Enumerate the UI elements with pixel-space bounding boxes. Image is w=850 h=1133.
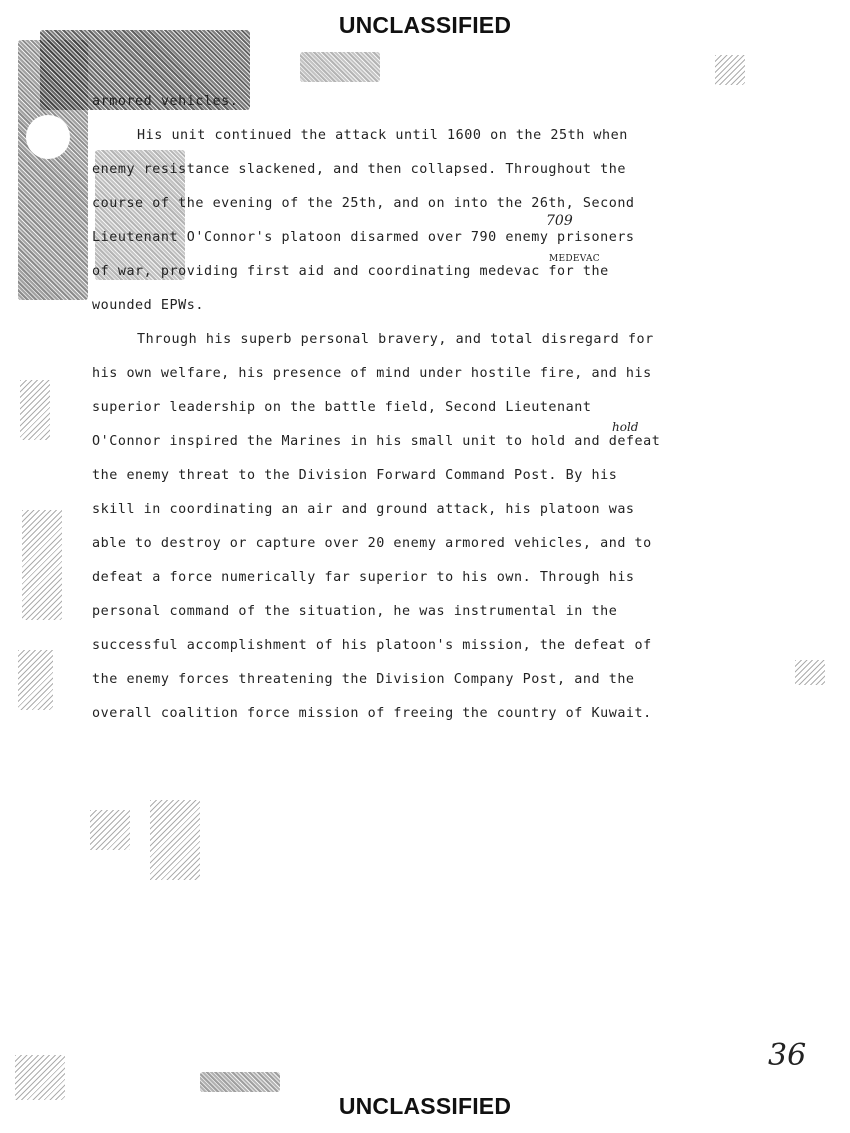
body-line: defeat a force numerically far superior to his own. Through his xyxy=(92,570,635,585)
body-line: O'Connor inspired the Marines in his small unit to hold and defeat xyxy=(92,434,661,449)
body-line: course of the evening of the 25th, and on into the 26th, Second xyxy=(92,196,635,211)
body-line: enemy resistance slackened, and then collapsed. Throughout the xyxy=(92,162,626,177)
body-line: wounded EPWs. xyxy=(92,298,204,313)
body-line: personal command of the situation, he was instrumental in the xyxy=(92,604,618,619)
body-line: His unit continued the attack until 1600 on the 25th when xyxy=(137,128,628,143)
body-line: his own welfare, his presence of mind under hostile fire, and his xyxy=(92,366,652,381)
body-line: superior leadership on the battle field, Second Lieutenant xyxy=(92,400,592,415)
body-line: able to destroy or capture over 20 enemy armored vehicles, and to xyxy=(92,536,652,551)
handwritten-prisoner-count: 709 xyxy=(546,213,573,229)
body-line: overall coalition force mission of freeing the country of Kuwait. xyxy=(92,706,652,721)
body-line: the enemy forces threatening the Division Company Post, and the xyxy=(92,672,635,687)
handwritten-hold-note: hold xyxy=(612,420,639,434)
handwritten-medevac-note: MEDEVAC xyxy=(549,254,600,264)
body-line: the enemy threat to the Division Forward Command Post. By his xyxy=(92,468,618,483)
classification-header: UNCLASSIFIED xyxy=(338,12,512,38)
body-line: successful accomplishment of his platoon's mission, the defeat of xyxy=(92,638,652,653)
body-line: Lieutenant O'Connor's platoon disarmed over 790 enemy prisoners xyxy=(92,230,635,245)
body-line: skill in coordinating an air and ground attack, his platoon was xyxy=(92,502,635,517)
text-fragment: armored vehicles. xyxy=(92,94,239,109)
classification-footer: UNCLASSIFIED xyxy=(338,1093,512,1119)
page-number: 36 xyxy=(768,1038,807,1073)
body-line: of war, providing first aid and coordinating medevac for the xyxy=(92,264,609,279)
body-line: Through his superb personal bravery, and total disregard for xyxy=(137,332,654,347)
